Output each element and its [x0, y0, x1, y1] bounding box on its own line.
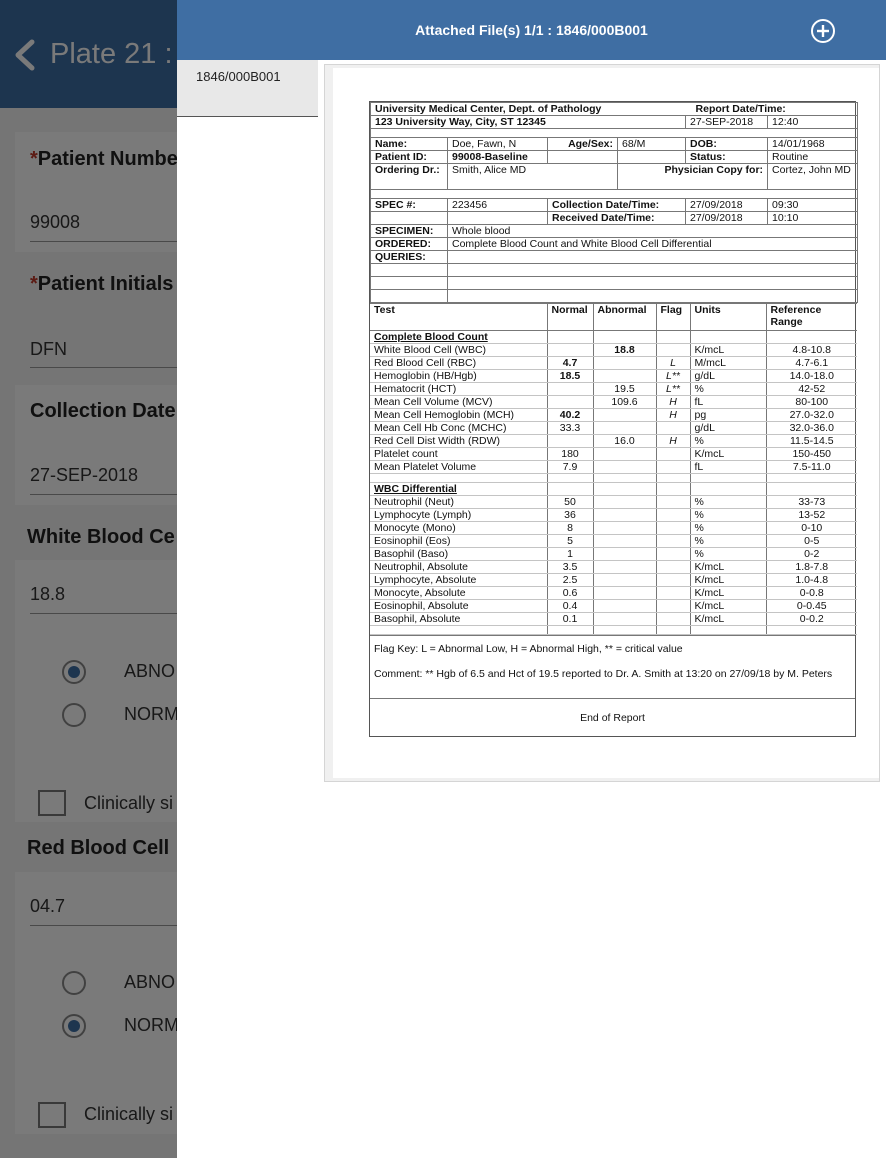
- col-normal: Normal: [547, 304, 593, 331]
- result-normal: 50: [547, 496, 593, 509]
- wbc-section-title-report: WBC Differential: [370, 483, 547, 496]
- result-units: %: [690, 496, 766, 509]
- empty-cell: [766, 474, 857, 483]
- empty-cell: [656, 474, 690, 483]
- result-abnormal: 18.8: [593, 344, 656, 357]
- result-test: Neutrophil (Neut): [370, 496, 547, 509]
- empty-cell: [766, 331, 857, 344]
- received-time: 10:10: [768, 212, 858, 225]
- result-abnormal: [593, 509, 656, 522]
- result-flag: [656, 448, 690, 461]
- empty-cell: [593, 331, 656, 344]
- result-normal: 4.7: [547, 357, 593, 370]
- result-abnormal: [593, 496, 656, 509]
- result-abnormal: [593, 535, 656, 548]
- result-flag: L: [656, 357, 690, 370]
- cbc-rows: [370, 344, 857, 474]
- attachment-file-list: [177, 60, 318, 117]
- received-label: Received Date/Time:: [548, 212, 686, 225]
- end-of-report: End of Report: [370, 698, 855, 736]
- result-row: [370, 548, 857, 561]
- result-flag: [656, 535, 690, 548]
- result-reference: 13-52: [766, 509, 857, 522]
- result-flag: [656, 613, 690, 626]
- result-normal: 0.6: [547, 587, 593, 600]
- result-test: Red Cell Dist Width (RDW): [370, 435, 547, 448]
- result-reference: 0-2: [766, 548, 857, 561]
- result-reference: 0-0.2: [766, 613, 857, 626]
- result-normal: [547, 344, 593, 357]
- result-test: Red Blood Cell (RBC): [370, 357, 547, 370]
- empty-cell: [547, 483, 593, 496]
- result-normal: 40.2: [547, 409, 593, 422]
- result-row: [370, 496, 857, 509]
- empty-cell: [690, 483, 766, 496]
- result-normal: 36: [547, 509, 593, 522]
- result-abnormal: 19.5: [593, 383, 656, 396]
- result-reference: 1.0-4.8: [766, 574, 857, 587]
- result-units: K/mcL: [690, 613, 766, 626]
- result-reference: 0-10: [766, 522, 857, 535]
- attachment-file-item[interactable]: 1846/000B001: [196, 69, 281, 84]
- status-label: Status:: [686, 151, 768, 164]
- result-row: [370, 600, 857, 613]
- result-test: Neutrophil, Absolute: [370, 561, 547, 574]
- result-flag: [656, 509, 690, 522]
- spacer-row: [371, 190, 858, 199]
- result-test: Basophil (Baso): [370, 548, 547, 561]
- empty-cell: [593, 626, 656, 635]
- result-test: Basophil, Absolute: [370, 613, 547, 626]
- result-abnormal: [593, 613, 656, 626]
- result-units: %: [690, 383, 766, 396]
- result-normal: 7.9: [547, 461, 593, 474]
- result-row: [370, 383, 857, 396]
- result-row: [370, 587, 857, 600]
- empty-cell: [593, 474, 656, 483]
- result-reference: 4.8-10.8: [766, 344, 857, 357]
- result-row: [370, 344, 857, 357]
- results-table: [370, 303, 857, 635]
- result-abnormal: [593, 574, 656, 587]
- empty-cell: [371, 277, 448, 290]
- result-test: Monocyte, Absolute: [370, 587, 547, 600]
- result-abnormal: [593, 587, 656, 600]
- col-abnormal: Abnormal: [593, 304, 656, 331]
- patient-id-value: 99008-Baseline: [448, 151, 548, 164]
- result-reference: 27.0-32.0: [766, 409, 857, 422]
- document-page: [333, 68, 879, 778]
- report-date: 27-SEP-2018: [686, 116, 768, 129]
- empty-cell: [656, 483, 690, 496]
- empty-cell: [371, 290, 448, 303]
- result-test: Platelet count: [370, 448, 547, 461]
- result-reference: 33-73: [766, 496, 857, 509]
- empty-cell: [618, 151, 686, 164]
- result-flag: [656, 344, 690, 357]
- result-reference: 4.7-6.1: [766, 357, 857, 370]
- result-normal: 18.5: [547, 370, 593, 383]
- dob-label: DOB:: [686, 138, 768, 151]
- result-test: Monocyte (Mono): [370, 522, 547, 535]
- result-row: [370, 422, 857, 435]
- result-test: Eosinophil, Absolute: [370, 600, 547, 613]
- name-label: Name:: [371, 138, 448, 151]
- col-reference: Reference Range: [766, 304, 857, 331]
- empty-cell: [593, 483, 656, 496]
- result-row: [370, 535, 857, 548]
- collection-label: Collection Date/Time:: [548, 199, 686, 212]
- result-reference: 0-0.45: [766, 600, 857, 613]
- result-row: [370, 370, 857, 383]
- result-reference: 1.8-7.8: [766, 561, 857, 574]
- empty-cell: [766, 626, 857, 635]
- result-test: Mean Cell Hb Conc (MCHC): [370, 422, 547, 435]
- spec-value: 223456: [448, 199, 548, 212]
- report-comment: Comment: ** Hgb of 6.5 and Hct of 19.5 reported to Dr. A. Smith at 13:20 on 27/09/18 by M. Peters: [374, 668, 833, 680]
- result-reference: 7.5-11.0: [766, 461, 857, 474]
- result-flag: L**: [656, 383, 690, 396]
- result-row: [370, 396, 857, 409]
- result-test: Hematocrit (HCT): [370, 383, 547, 396]
- result-units: K/mcL: [690, 600, 766, 613]
- empty-cell: [690, 626, 766, 635]
- ordered-label: ORDERED:: [371, 238, 448, 251]
- result-row: [370, 409, 857, 422]
- status-value: Routine: [768, 151, 858, 164]
- result-normal: 180: [547, 448, 593, 461]
- result-flag: [656, 522, 690, 535]
- result-flag: [656, 574, 690, 587]
- result-row: [370, 461, 857, 474]
- wbc-rows: [370, 496, 857, 626]
- result-flag: [656, 422, 690, 435]
- result-test: White Blood Cell (WBC): [370, 344, 547, 357]
- result-units: fL: [690, 396, 766, 409]
- report-datetime-label-text: Report Date/Time:: [695, 103, 786, 115]
- received-date: 27/09/2018: [686, 212, 768, 225]
- empty-cell: [766, 483, 857, 496]
- empty-cell: [690, 331, 766, 344]
- spacer-row: [370, 626, 547, 635]
- result-normal: 33.3: [547, 422, 593, 435]
- result-test: Hemoglobin (HB/Hgb): [370, 370, 547, 383]
- result-units: %: [690, 522, 766, 535]
- result-abnormal: [593, 461, 656, 474]
- empty-cell: [448, 264, 858, 277]
- queries-value: [448, 251, 858, 264]
- result-reference: 14.0-18.0: [766, 370, 857, 383]
- empty-cell: [547, 626, 593, 635]
- result-units: M/mcL: [690, 357, 766, 370]
- result-normal: 0.4: [547, 600, 593, 613]
- attachment-panel-title: Attached File(s) 1/1 : 1846/000B001: [415, 22, 648, 38]
- attachment-panel: [177, 0, 886, 1158]
- attachment-panel-header: [177, 0, 886, 60]
- ordering-value: Smith, Alice MD: [448, 164, 618, 190]
- result-row: [370, 435, 857, 448]
- patient-id-label: Patient ID:: [371, 151, 448, 164]
- result-units: g/dL: [690, 370, 766, 383]
- result-test: Mean Cell Volume (MCV): [370, 396, 547, 409]
- queries-label: QUERIES:: [371, 251, 448, 264]
- result-reference: 32.0-36.0: [766, 422, 857, 435]
- result-units: K/mcL: [690, 448, 766, 461]
- ordered-value: Complete Blood Count and White Blood Cell Differential: [448, 238, 858, 251]
- result-flag: L**: [656, 370, 690, 383]
- empty-cell: [448, 277, 858, 290]
- spacer-row: [371, 129, 858, 138]
- result-units: fL: [690, 461, 766, 474]
- empty-cell: [548, 151, 618, 164]
- name-value: Doe, Fawn, N: [448, 138, 548, 151]
- result-flag: H: [656, 435, 690, 448]
- empty-cell: [656, 331, 690, 344]
- empty-cell: [371, 212, 448, 225]
- result-normal: [547, 383, 593, 396]
- result-units: %: [690, 435, 766, 448]
- result-flag: [656, 461, 690, 474]
- result-flag: [656, 587, 690, 600]
- result-row: [370, 613, 857, 626]
- result-units: K/mcL: [690, 344, 766, 357]
- result-units: K/mcL: [690, 587, 766, 600]
- result-reference: 42-52: [766, 383, 857, 396]
- result-test: Lymphocyte, Absolute: [370, 574, 547, 587]
- empty-cell: [547, 474, 593, 483]
- agesex-label: Age/Sex:: [548, 138, 618, 151]
- result-normal: 0.1: [547, 613, 593, 626]
- result-row: [370, 561, 857, 574]
- result-flag: [656, 548, 690, 561]
- result-units: g/dL: [690, 422, 766, 435]
- physician-copy-value: Cortez, John MD: [768, 164, 858, 190]
- ordering-label: Ordering Dr.:: [371, 164, 448, 190]
- col-flag: Flag: [656, 304, 690, 331]
- result-reference: 11.5-14.5: [766, 435, 857, 448]
- document-viewer[interactable]: [324, 64, 880, 782]
- result-flag: H: [656, 409, 690, 422]
- result-flag: [656, 600, 690, 613]
- result-abnormal: 16.0: [593, 435, 656, 448]
- result-reference: 80-100: [766, 396, 857, 409]
- result-normal: 5: [547, 535, 593, 548]
- result-abnormal: [593, 370, 656, 383]
- col-units: Units: [690, 304, 766, 331]
- result-normal: 3.5: [547, 561, 593, 574]
- report-datetime-label: [695, 103, 858, 116]
- dob-value: 14/01/1968: [768, 138, 858, 151]
- result-flag: [656, 561, 690, 574]
- report-footer: [370, 635, 855, 698]
- result-units: %: [690, 509, 766, 522]
- flag-key: Flag Key: L = Abnormal Low, H = Abnormal High, ** = critical value: [374, 643, 683, 655]
- result-normal: 2.5: [547, 574, 593, 587]
- result-abnormal: [593, 561, 656, 574]
- result-abnormal: 109.6: [593, 396, 656, 409]
- result-normal: 8: [547, 522, 593, 535]
- result-units: pg: [690, 409, 766, 422]
- cbc-section-title: Complete Blood Count: [370, 331, 547, 344]
- result-flag: H: [656, 396, 690, 409]
- result-units: %: [690, 548, 766, 561]
- empty-cell: [656, 626, 690, 635]
- result-abnormal: [593, 357, 656, 370]
- result-abnormal: [593, 448, 656, 461]
- result-test: Mean Cell Hemoglobin (MCH): [370, 409, 547, 422]
- result-reference: 150-450: [766, 448, 857, 461]
- report-header-table: [370, 102, 858, 303]
- result-flag: [656, 496, 690, 509]
- spacer-row: [370, 474, 547, 483]
- specimen-value: Whole blood: [448, 225, 858, 238]
- collection-time: 09:30: [768, 199, 858, 212]
- result-reference: 0-0.8: [766, 587, 857, 600]
- result-abnormal: [593, 409, 656, 422]
- result-reference: 0-5: [766, 535, 857, 548]
- result-units: K/mcL: [690, 561, 766, 574]
- col-test: Test: [370, 304, 547, 331]
- result-row: [370, 448, 857, 461]
- result-row: [370, 574, 857, 587]
- institution-address: 123 University Way, City, ST 12345: [371, 116, 686, 129]
- result-abnormal: [593, 600, 656, 613]
- result-row: [370, 522, 857, 535]
- empty-cell: [371, 264, 448, 277]
- physician-copy-label: Physician Copy for:: [618, 164, 768, 190]
- result-test: Mean Platelet Volume: [370, 461, 547, 474]
- result-row: [370, 509, 857, 522]
- result-units: K/mcL: [690, 574, 766, 587]
- empty-cell: [448, 290, 858, 303]
- result-abnormal: [593, 422, 656, 435]
- result-normal: 1: [547, 548, 593, 561]
- agesex-value: 68/M: [618, 138, 686, 151]
- collection-date: 27/09/2018: [686, 199, 768, 212]
- result-abnormal: [593, 522, 656, 535]
- result-row: [370, 357, 857, 370]
- result-abnormal: [593, 548, 656, 561]
- result-units: %: [690, 535, 766, 548]
- spec-label: SPEC #:: [371, 199, 448, 212]
- specimen-label: SPECIMEN:: [371, 225, 448, 238]
- result-normal: [547, 396, 593, 409]
- add-circle-icon[interactable]: [810, 18, 836, 44]
- report-time: 12:40: [768, 116, 858, 129]
- result-test: Eosinophil (Eos): [370, 535, 547, 548]
- result-test: Lymphocyte (Lymph): [370, 509, 547, 522]
- empty-cell: [547, 331, 593, 344]
- result-normal: [547, 435, 593, 448]
- pathology-report: [369, 101, 856, 737]
- empty-cell: [690, 474, 766, 483]
- institution-name: University Medical Center, Dept. of Pathology: [371, 103, 768, 116]
- empty-cell: [448, 212, 548, 225]
